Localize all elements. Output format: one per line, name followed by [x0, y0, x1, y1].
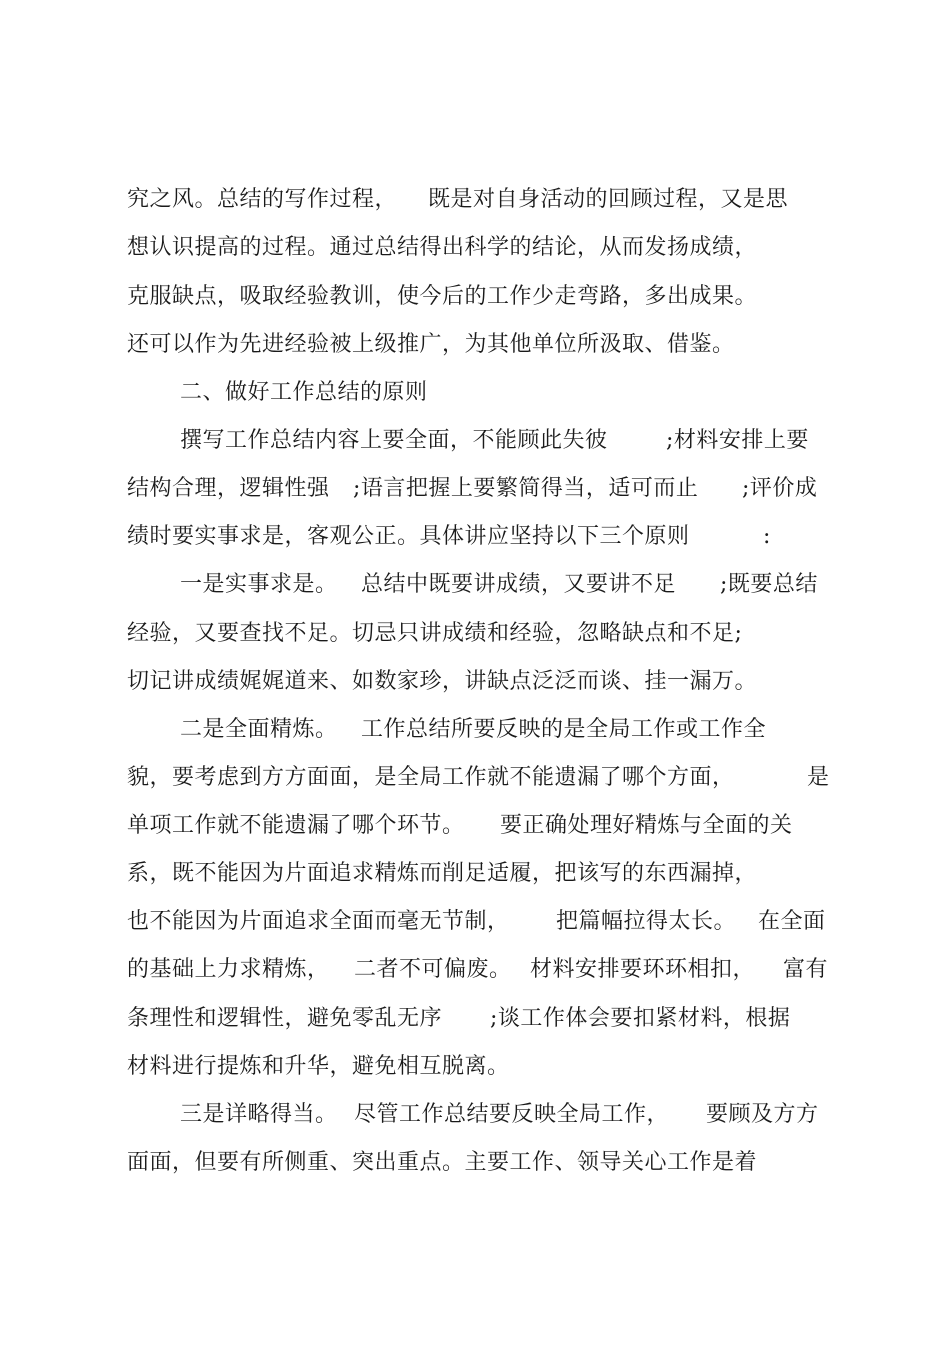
text-segment: 切记讲成绩娓娓道来、如数家珍，讲缺点泛泛而谈、挂一漏万。 — [127, 669, 758, 694]
text-line — [127, 905, 837, 939]
text-segment: 一是实事求是。 — [180, 572, 338, 597]
text-segment: 结构合理，逻辑性强 — [127, 476, 330, 501]
text-segment: ;评价成 — [742, 476, 818, 501]
text-segment: 二是全面精炼。 — [180, 717, 338, 742]
text-segment: 既是对自身活动的回顾过程，又是思 — [428, 187, 789, 212]
text-segment: 系，既不能因为片面追求精炼而削足适履，把该写的东西漏掉， — [127, 861, 758, 886]
text-segment: 材料进行提炼和升华，避免相互脱离。 — [127, 1054, 510, 1079]
text-segment: 的基础上力求精炼， — [127, 957, 330, 982]
text-segment: ;谈工作体会要扣紧材料，根据 — [490, 1006, 791, 1031]
text-segment: 条理性和逻辑性，避免零乱无序 — [127, 1006, 443, 1031]
text-line — [127, 953, 837, 987]
text-segment: 尽管工作总结要反映全局工作， — [354, 1102, 670, 1127]
text-line — [127, 1146, 827, 1180]
text-segment: 还可以作为先进经验被上级推广，为其他单位所汲取、借鉴。 — [127, 332, 735, 357]
text-segment: 总结中既要讲成绩，又要讲不足 — [361, 572, 677, 597]
text-segment: 材料安排要环环相扣， — [530, 957, 756, 982]
text-segment: 二、做好工作总结的原则 — [180, 380, 428, 405]
text-line — [180, 568, 830, 602]
text-line — [127, 857, 827, 891]
text-line — [127, 1002, 827, 1036]
text-segment: 貌，要考虑到方方面面，是全局工作就不能遗漏了哪个方面， — [127, 765, 735, 790]
text-line — [127, 761, 837, 795]
text-line — [127, 520, 827, 554]
text-segment: 是 — [807, 765, 830, 790]
text-line — [127, 809, 827, 843]
text-segment: 要正确处理好精炼与全面的关 — [500, 813, 793, 838]
text-line — [127, 280, 827, 314]
text-segment: 面面，但要有所侧重、突出重点。主要工作、领导关心工作是着 — [127, 1150, 758, 1175]
section-heading — [180, 376, 780, 410]
text-line — [127, 1050, 827, 1084]
text-line — [127, 665, 827, 699]
text-segment: 要顾及方方 — [706, 1102, 819, 1127]
text-segment: 撰写工作总结内容上要全面，不能顾此失彼 — [180, 428, 608, 453]
text-segment: 工作总结所要反映的是全局工作或工作全 — [361, 717, 767, 742]
text-segment: ;既要总结 — [720, 572, 818, 597]
text-segment: 把篇幅拉得太长。 — [556, 909, 737, 934]
text-line — [180, 1098, 830, 1132]
text-segment: 二者不可偏废。 — [354, 957, 512, 982]
text-line — [127, 183, 827, 217]
text-line — [127, 328, 827, 362]
text-line — [127, 617, 827, 651]
text-line — [127, 472, 827, 506]
text-segment: 也不能因为片面追求全面而毫无节制， — [127, 909, 510, 934]
text-segment: : — [763, 524, 771, 549]
text-line — [180, 713, 830, 747]
text-segment: ;材料安排上要 — [666, 428, 809, 453]
text-segment: 经验，又要查找不足。切忌只讲成绩和经验，忽略缺点和不足; — [127, 621, 743, 646]
text-segment: 富有 — [783, 957, 829, 982]
text-segment: 单项工作就不能遗漏了哪个环节。 — [127, 813, 465, 838]
text-segment: 克服缺点，吸取经验教训，使今后的工作少走弯路，多出成果。 — [127, 284, 758, 309]
text-segment: 想认识提高的过程。通过总结得出科学的结论，从而发扬成绩， — [127, 235, 758, 260]
text-segment: 究之风。总结的写作过程， — [127, 187, 398, 212]
text-segment: 三是详略得当。 — [180, 1102, 338, 1127]
text-segment: ;语言把握上要繁简得当，适可而止 — [353, 476, 699, 501]
text-segment: 在全面 — [758, 909, 826, 934]
text-line — [127, 231, 827, 265]
text-segment: 绩时要实事求是，客观公正。具体讲应坚持以下三个原则 — [127, 524, 690, 549]
text-line — [180, 424, 830, 458]
